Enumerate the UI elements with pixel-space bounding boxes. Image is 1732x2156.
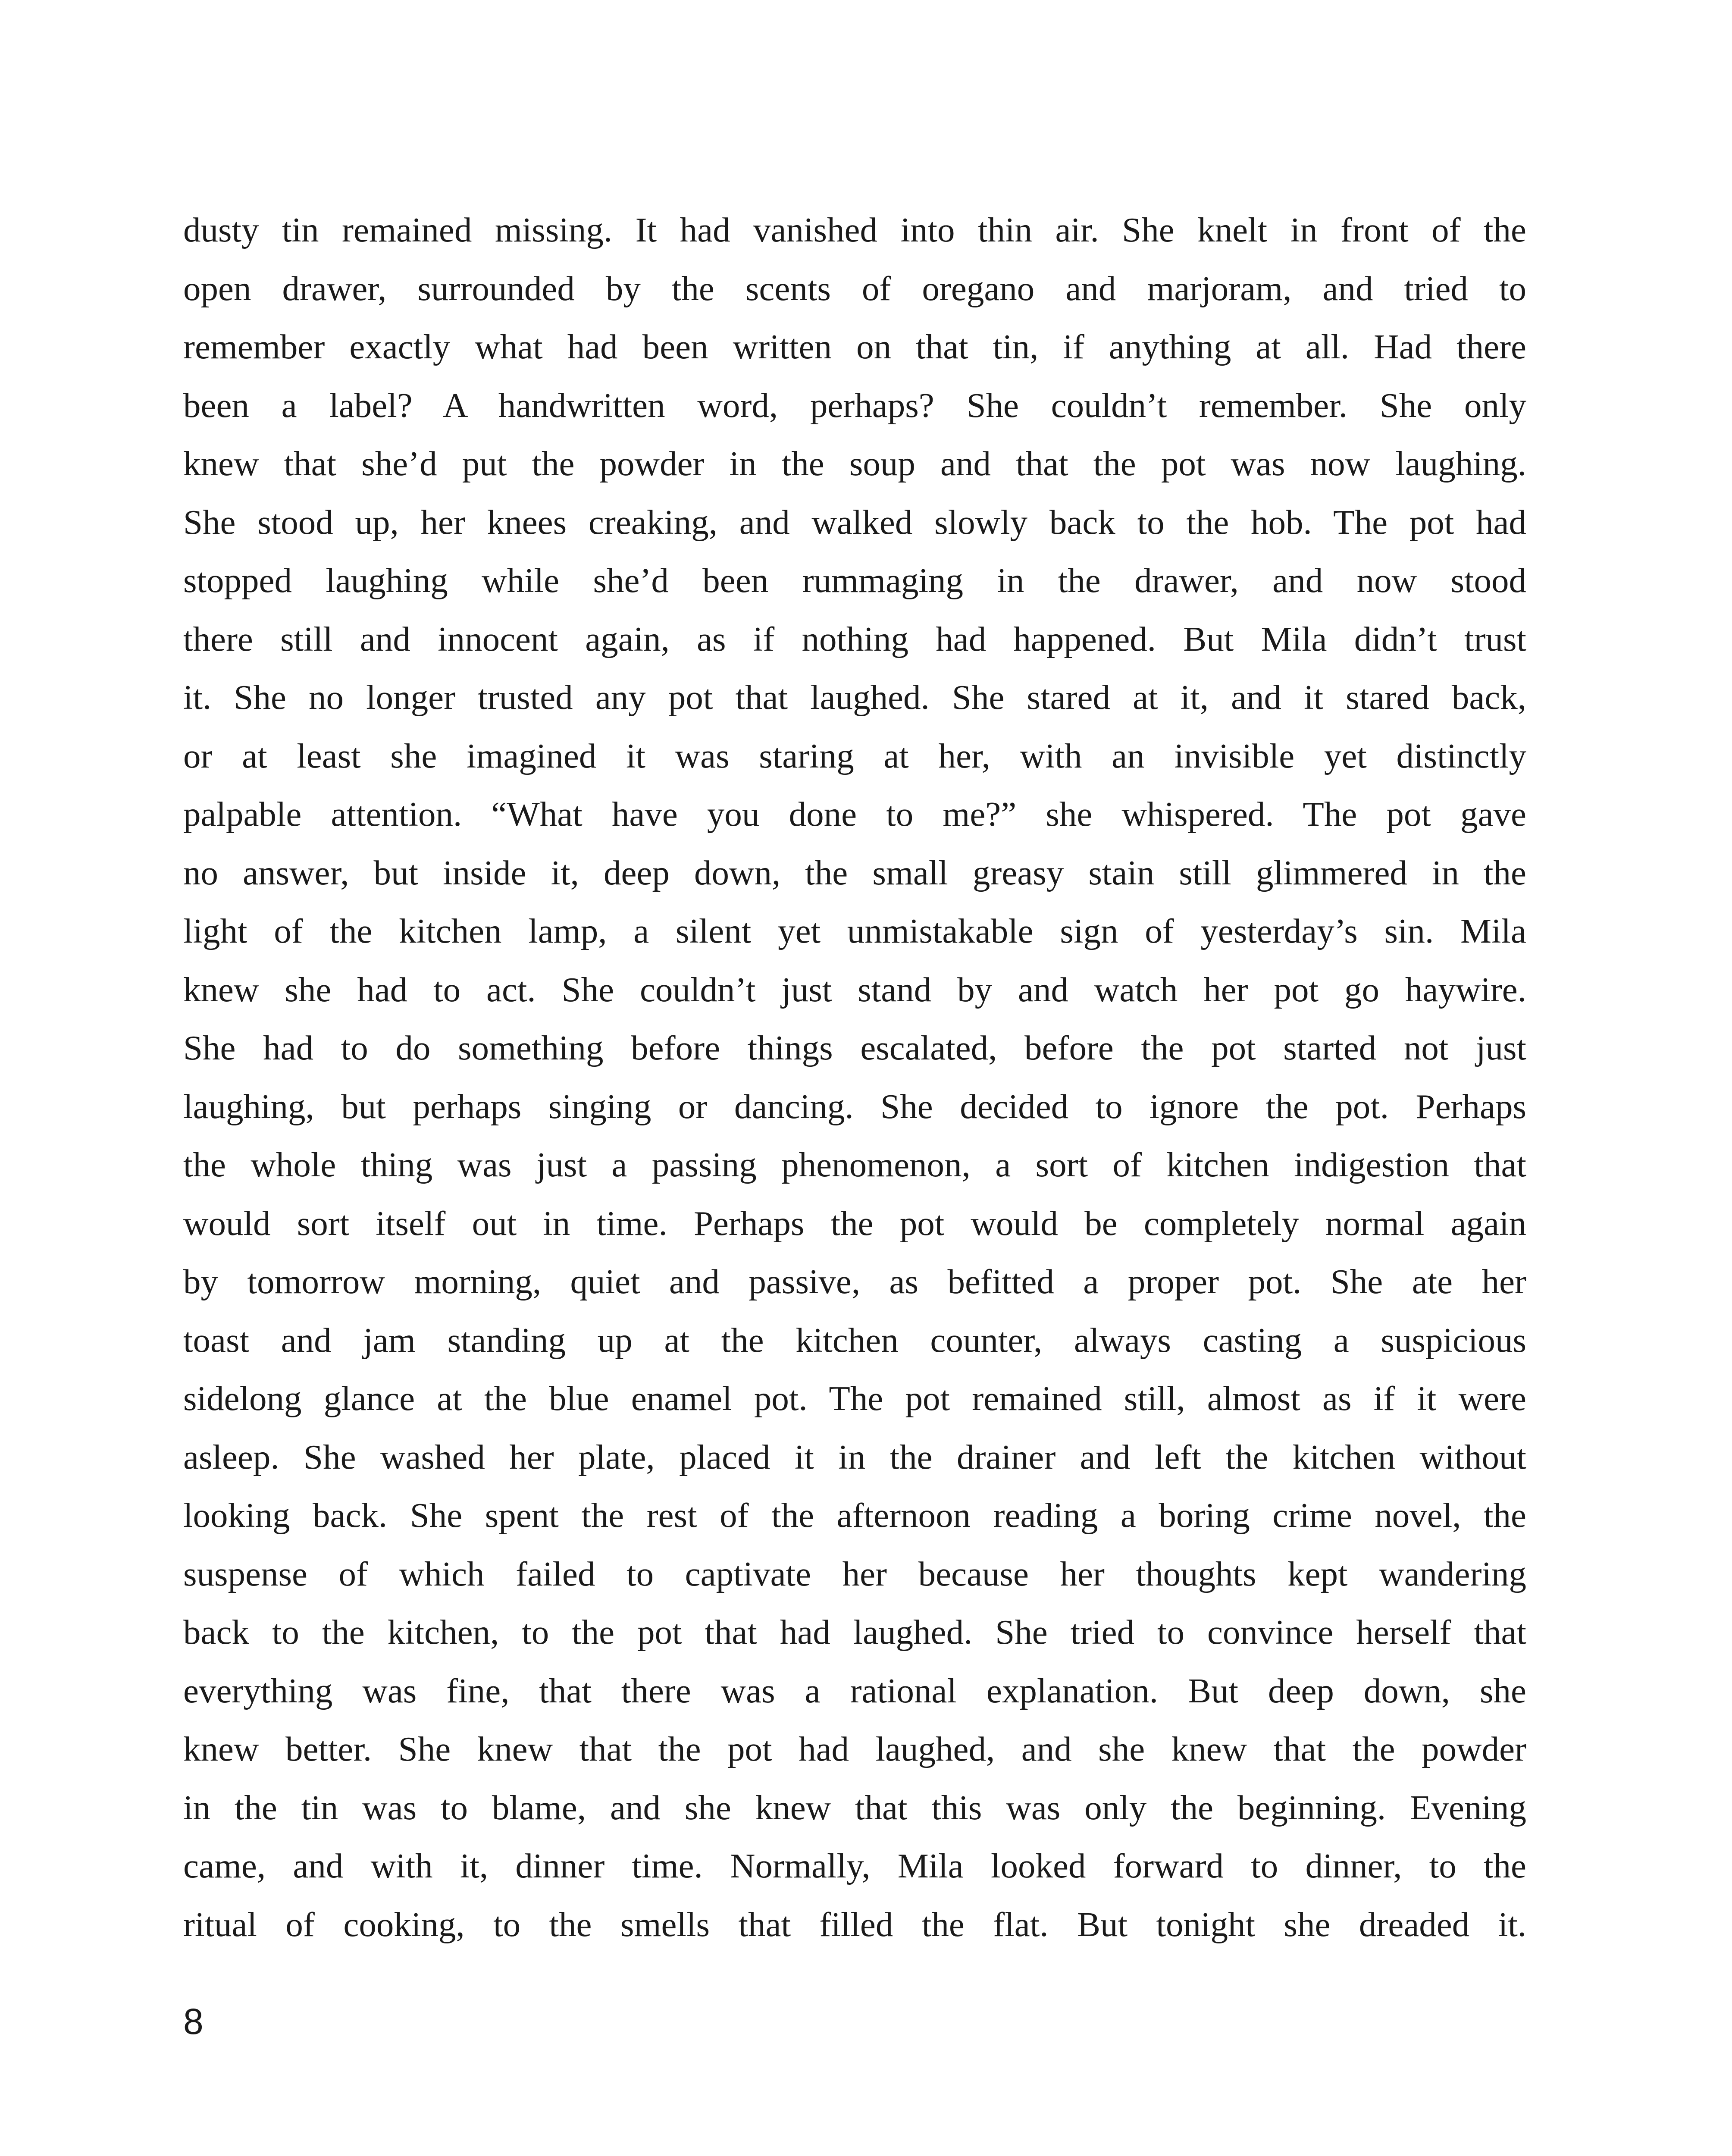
- text-line: would sort itself out in time. Perhaps the pot would be completely normal again: [183, 1203, 1526, 1243]
- body-text: [183, 201, 1526, 1954]
- text-line: She had to do something before things escalated, before the pot started not just: [183, 1028, 1526, 1067]
- text-line: no answer, but inside it, deep down, the small greasy stain still glimmered in the: [183, 853, 1526, 892]
- text-line: light of the kitchen lamp, a silent yet unmistakable sign of yesterday’s sin. Mila: [183, 912, 1526, 950]
- text-line: in the tin was to blame, and she knew that this was only the beginning. Evening: [183, 1788, 1526, 1827]
- text-line: knew that she’d put the powder in the soup and that the pot was now laughing.: [183, 444, 1526, 483]
- text-line: ritual of cooking, to the smells that filled the flat. But tonight she dreaded it.: [183, 1905, 1526, 1944]
- text-line: toast and jam standing up at the kitchen counter, always casting a suspicious: [183, 1320, 1526, 1360]
- text-line: been a label? A handwritten word, perhaps? She couldn’t remember. She only: [183, 385, 1526, 425]
- page-number: 8: [183, 2001, 204, 2042]
- text-line: looking back. She spent the rest of the afternoon reading a boring crime novel, the: [183, 1496, 1526, 1535]
- text-line: open drawer, surrounded by the scents of oregano and marjoram, and tried to: [183, 269, 1526, 308]
- text-line: asleep. She washed her plate, placed it in the drainer and left the kitchen without: [183, 1437, 1526, 1476]
- text-line: She stood up, her knees creaking, and walked slowly back to the hob. The pot had: [183, 502, 1526, 542]
- text-line: remember exactly what had been written on that tin, if anything at all. Had there: [183, 327, 1526, 366]
- text-line: came, and with it, dinner time. Normally, Mila looked forward to dinner, to the: [183, 1846, 1526, 1885]
- text-line: suspense of which failed to captivate her because her thoughts kept wandering: [183, 1554, 1526, 1593]
- text-line: laughing, but perhaps singing or dancing. She decided to ignore the pot. Perhaps: [183, 1087, 1526, 1126]
- text-line: knew she had to act. She couldn’t just stand by and watch her pot go haywire.: [183, 970, 1526, 1009]
- text-line: it. She no longer trusted any pot that laughed. She stared at it, and it stared back,: [183, 678, 1526, 717]
- text-line: there still and innocent again, as if nothing had happened. But Mila didn’t trust: [183, 619, 1526, 658]
- text-line: stopped laughing while she’d been rummaging in the drawer, and now stood: [183, 561, 1526, 600]
- text-line: back to the kitchen, to the pot that had laughed. She tried to convince herself that: [183, 1613, 1526, 1651]
- text-line: sidelong glance at the blue enamel pot. The pot remained still, almost as if it were: [183, 1379, 1526, 1418]
- text-line: or at least she imagined it was staring at her, with an invisible yet distinctly: [183, 736, 1526, 775]
- text-line: dusty tin remained missing. It had vanished into thin air. She knelt in front of the: [183, 210, 1526, 249]
- text-line: the whole thing was just a passing phenomenon, a sort of kitchen indigestion that: [183, 1145, 1526, 1184]
- text-line: everything was fine, that there was a rational explanation. But deep down, she: [183, 1671, 1526, 1710]
- text-line: knew better. She knew that the pot had laughed, and she knew that the powder: [183, 1730, 1526, 1768]
- text-line: by tomorrow morning, quiet and passive, as befitted a proper pot. She ate her: [183, 1262, 1526, 1301]
- text-line: palpable attention. “What have you done to me?” she whispered. The pot gave: [183, 795, 1526, 834]
